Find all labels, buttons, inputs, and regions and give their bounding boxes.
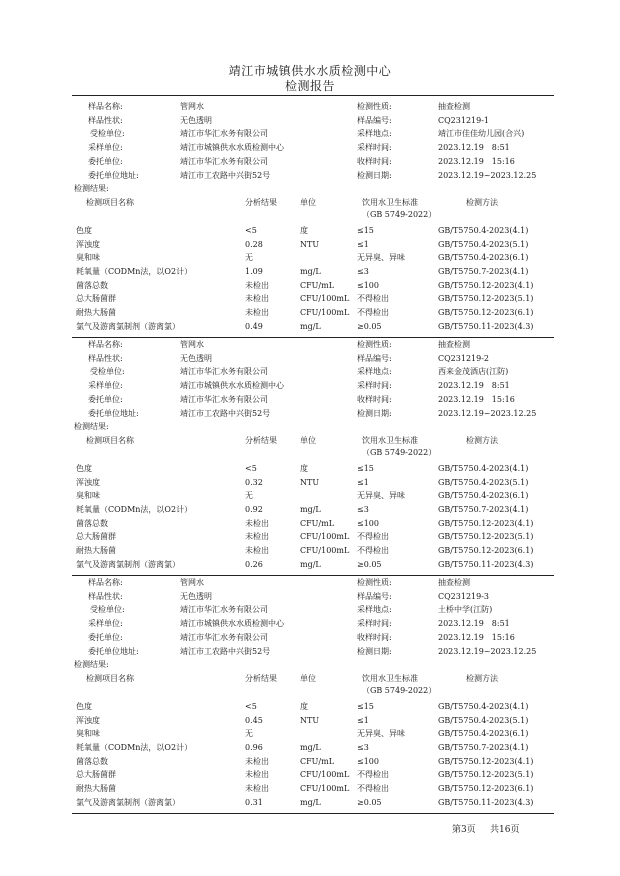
result-unit: CFU/100mL: [300, 784, 350, 794]
col-result-header: 分析结果: [245, 673, 277, 683]
sample-block: [0, 577, 620, 809]
client-unit-label: 受检单位:: [90, 605, 125, 615]
result-standard: ≥0.05: [357, 559, 382, 569]
col-standard-subheader: （GB 5749-2022）: [362, 209, 437, 219]
result-method: GB/T5750.4-2023(4.1): [438, 701, 529, 711]
receive-time-label: 收样时间:: [357, 632, 392, 642]
results-label: 检测结果:: [74, 184, 109, 194]
entrust-unit-value: 靖江市华汇水务有限公司: [180, 394, 268, 404]
receive-time-value: 2023.12.19 15:16: [438, 156, 515, 166]
result-value: <5: [245, 463, 257, 473]
result-value: <5: [245, 225, 257, 235]
sample-trait-value: 无色透明: [180, 115, 212, 125]
entrust-address-value: 靖江市工农路中兴街52号: [180, 408, 271, 418]
result-unit: mg/L: [300, 505, 321, 514]
result-standard: ≤100: [357, 756, 379, 766]
result-value: 1.09: [245, 267, 263, 276]
result-standard: ≤3: [357, 267, 369, 276]
result-standard: 不得检出: [357, 308, 389, 318]
meta-row: [0, 115, 620, 127]
receive-time-value: 2023.12.19 15:16: [438, 632, 515, 642]
result-unit: mg/L: [300, 267, 321, 276]
result-row: [0, 783, 620, 795]
result-method: GB/T5750.11-2023(4.3): [438, 559, 534, 569]
sampling-time-label: 采样时间:: [357, 381, 392, 391]
test-nature-label: 检测性质:: [357, 578, 392, 587]
sample-trait-value: 无色透明: [180, 591, 212, 601]
result-unit: NTU: [300, 715, 320, 725]
result-unit: CFU/100mL: [300, 308, 350, 318]
result-item: 色度: [76, 463, 92, 473]
result-item: 菌落总数: [76, 280, 108, 290]
result-value: 未检出: [245, 784, 269, 794]
meta-row: [0, 353, 620, 365]
client-unit-value: 靖江市华汇水务有限公司: [180, 605, 268, 615]
sampling-time-value: 2023.12.19 8:51: [438, 381, 510, 391]
result-value: 0.45: [245, 715, 263, 725]
result-standard: ≤1: [357, 239, 369, 249]
result-unit: mg/L: [300, 559, 321, 569]
meta-row: [0, 339, 620, 351]
result-method: GB/T5750.12-2023(5.1): [438, 770, 534, 780]
sampling-unit-label: 采样单位:: [88, 619, 123, 629]
meta-row: [0, 591, 620, 603]
result-standard: 不得检出: [357, 770, 389, 780]
result-unit: CFU/mL: [300, 518, 335, 528]
test-nature-value: 抽查检测: [438, 340, 470, 349]
result-item: 氯气及游离氯制剂（游离氯）: [76, 797, 180, 807]
test-date-label: 检测日期:: [357, 170, 392, 180]
sample-number-value: CQ231219-1: [438, 115, 490, 125]
result-method: GB/T5750.4-2023(4.1): [438, 225, 529, 235]
result-row: [0, 545, 620, 557]
col-unit-header: 单位: [300, 673, 316, 683]
result-row: [0, 728, 620, 740]
result-row: [0, 225, 620, 237]
result-row: [0, 321, 620, 333]
col-result-header: 分析结果: [245, 435, 277, 445]
result-method: GB/T5750.12-2023(6.1): [438, 784, 534, 794]
sample-block: [0, 101, 620, 333]
result-method: GB/T5750.12-2023(4.1): [438, 280, 534, 290]
result-standard: ≤100: [357, 280, 379, 290]
sampling-site-value: 靖江市佳佳幼儿园(合兴): [438, 129, 525, 139]
result-standard: ≤15: [357, 701, 374, 711]
sampling-unit-value: 靖江市城镇供水水质检测中心: [180, 619, 284, 629]
result-unit: 度: [300, 463, 308, 473]
sampling-time-value: 2023.12.19 8:51: [438, 619, 510, 629]
result-standard: ≤3: [357, 743, 369, 752]
result-value: 未检出: [245, 308, 269, 318]
result-item: 总大肠菌群: [76, 294, 116, 304]
result-row: [0, 280, 620, 292]
result-item: 臭和味: [76, 491, 100, 501]
result-item: 耗氧量（CODMn法，以O2计）: [76, 267, 193, 276]
result-standard: ≤3: [357, 505, 369, 514]
sample-trait-label: 样品性状:: [88, 353, 123, 363]
result-value: 未检出: [245, 770, 269, 780]
block-separator: [72, 813, 554, 814]
result-row: [0, 518, 620, 530]
result-unit: mg/L: [300, 321, 321, 331]
sampling-site-label: 采样地点:: [357, 367, 392, 377]
meta-row: [0, 632, 620, 644]
meta-row: [0, 380, 620, 392]
test-date-value: 2023.12.19~2023.12.25: [438, 646, 537, 656]
result-item: 色度: [76, 225, 92, 235]
entrust-unit-label: 委托单位:: [88, 632, 123, 642]
entrust-unit-label: 委托单位:: [88, 394, 123, 404]
result-unit: 度: [300, 225, 308, 235]
meta-row: [0, 408, 620, 420]
result-unit: CFU/100mL: [300, 770, 350, 780]
result-row: [0, 477, 620, 489]
client-unit-label: 受检单位:: [90, 129, 125, 139]
sampling-time-label: 采样时间:: [357, 143, 392, 153]
entrust-unit-value: 靖江市华汇水务有限公司: [180, 632, 268, 642]
result-value: 0.49: [245, 321, 263, 331]
result-standard: ≤15: [357, 225, 374, 235]
sampling-site-label: 采样地点:: [357, 129, 392, 139]
sampling-time-value: 2023.12.19 8:51: [438, 143, 510, 153]
result-value: 0.26: [245, 559, 263, 569]
result-unit: CFU/100mL: [300, 546, 350, 556]
receive-time-value: 2023.12.19 15:16: [438, 394, 515, 404]
client-unit-value: 靖江市华汇水务有限公司: [180, 129, 268, 139]
result-item: 菌落总数: [76, 518, 108, 528]
meta-row: [0, 618, 620, 630]
result-row: [0, 252, 620, 264]
meta-row: [0, 156, 620, 168]
col-unit-header: 单位: [300, 197, 316, 207]
test-date-value: 2023.12.19~2023.12.25: [438, 408, 537, 418]
result-row: [0, 490, 620, 502]
result-item: 耐热大肠菌: [76, 546, 116, 556]
result-standard: 无异臭、异味: [357, 491, 405, 501]
result-value: 0.32: [245, 477, 263, 487]
result-standard: 不得检出: [357, 532, 389, 542]
result-value: 0.92: [245, 505, 263, 514]
page-total: 共16页: [490, 825, 520, 835]
sample-number-value: CQ231219-2: [438, 353, 490, 363]
col-result-header: 分析结果: [245, 197, 277, 207]
col-standard-subheader: （GB 5749-2022）: [362, 447, 437, 457]
sample-trait-label: 样品性状:: [88, 115, 123, 125]
test-nature-label: 检测性质:: [357, 102, 392, 111]
result-item: 氯气及游离氯制剂（游离氯）: [76, 321, 180, 331]
result-item: 耐热大肠菌: [76, 784, 116, 794]
result-row: [0, 756, 620, 768]
sampling-time-label: 采样时间:: [357, 619, 392, 629]
result-row: [0, 559, 620, 571]
result-method: GB/T5750.4-2023(6.1): [438, 729, 529, 739]
result-method: GB/T5750.12-2023(6.1): [438, 546, 534, 556]
test-nature-value: 抽查检测: [438, 578, 470, 587]
sample-trait-value: 无色透明: [180, 353, 212, 363]
result-item: 总大肠菌群: [76, 532, 116, 542]
sampling-unit-label: 采样单位:: [88, 381, 123, 391]
col-method-header: 检测方法: [466, 435, 498, 445]
col-standard-header: 饮用水卫生标准: [362, 197, 418, 207]
result-value: 未检出: [245, 280, 269, 290]
result-method: GB/T5750.12-2023(4.1): [438, 518, 534, 528]
sample-number-label: 样品编号:: [357, 591, 392, 601]
result-item: 浑浊度: [76, 477, 100, 487]
entrust-unit-value: 靖江市华汇水务有限公司: [180, 156, 268, 166]
result-method: GB/T5750.12-2023(5.1): [438, 294, 534, 304]
result-row: [0, 715, 620, 727]
result-method: GB/T5750.12-2023(4.1): [438, 756, 534, 766]
col-item-header: 检测项目名称: [86, 435, 134, 445]
result-method: GB/T5750.11-2023(4.3): [438, 321, 534, 331]
result-value: 0.96: [245, 743, 263, 752]
sampling-site-value: 土桥中学(江防): [438, 605, 493, 615]
result-standard: ≤100: [357, 518, 379, 528]
result-method: GB/T5750.12-2023(5.1): [438, 532, 534, 542]
meta-row: [0, 577, 620, 589]
result-item: 臭和味: [76, 253, 100, 263]
result-row: [0, 797, 620, 809]
result-row: [0, 307, 620, 319]
meta-row: [0, 142, 620, 154]
client-unit-label: 受检单位:: [90, 367, 125, 377]
results-label: 检测结果:: [74, 422, 109, 432]
result-item: 臭和味: [76, 729, 100, 739]
result-value: 未检出: [245, 518, 269, 528]
sampling-unit-label: 采样单位:: [88, 143, 123, 153]
result-item: 色度: [76, 701, 92, 711]
sample-name-value: 管网水: [180, 578, 204, 587]
result-row: [0, 769, 620, 781]
result-method: GB/T5750.11-2023(4.3): [438, 797, 534, 807]
sample-name-value: 管网水: [180, 340, 204, 349]
sampling-site-label: 采样地点:: [357, 605, 392, 615]
results-label: 检测结果:: [74, 660, 109, 670]
result-method: GB/T5750.12-2023(6.1): [438, 308, 534, 318]
result-item: 浑浊度: [76, 715, 100, 725]
sample-block: [0, 339, 620, 571]
report-subtitle: 检测报告: [284, 79, 335, 93]
result-row: [0, 266, 620, 278]
meta-row: [0, 366, 620, 378]
result-unit: mg/L: [300, 743, 321, 752]
sampling-unit-value: 靖江市城镇供水水质检测中心: [180, 143, 284, 153]
col-item-header: 检测项目名称: [86, 673, 134, 683]
result-unit: CFU/mL: [300, 280, 335, 290]
result-value: 未检出: [245, 756, 269, 766]
result-value: 未检出: [245, 294, 269, 304]
sample-name-label: 样品名称:: [88, 102, 123, 111]
result-item: 氯气及游离氯制剂（游离氯）: [76, 559, 180, 569]
result-standard: ≤1: [357, 477, 369, 487]
sample-name-value: 管网水: [180, 102, 204, 111]
test-nature-value: 抽查检测: [438, 102, 470, 111]
result-value: 未检出: [245, 532, 269, 542]
result-standard: ≤1: [357, 715, 369, 725]
meta-row: [0, 646, 620, 658]
sample-number-label: 样品编号:: [357, 353, 392, 363]
sampling-unit-value: 靖江市城镇供水水质检测中心: [180, 381, 284, 391]
col-standard-subheader: （GB 5749-2022）: [362, 685, 437, 695]
test-nature-label: 检测性质:: [357, 340, 392, 349]
entrust-address-value: 靖江市工农路中兴街52号: [180, 646, 271, 656]
result-unit: NTU: [300, 239, 320, 249]
result-value: 未检出: [245, 546, 269, 556]
result-method: GB/T5750.4-2023(6.1): [438, 491, 529, 501]
sample-number-value: CQ231219-3: [438, 591, 490, 601]
result-method: GB/T5750.4-2023(5.1): [438, 477, 529, 487]
sample-name-label: 样品名称:: [88, 340, 123, 349]
receive-time-label: 收样时间:: [357, 394, 392, 404]
result-item: 耐热大肠菌: [76, 308, 116, 318]
result-standard: ≥0.05: [357, 321, 382, 331]
sample-trait-label: 样品性状:: [88, 591, 123, 601]
block-separator: [72, 575, 554, 576]
result-standard: 无异臭、异味: [357, 253, 405, 263]
entrust-address-value: 靖江市工农路中兴街52号: [180, 170, 271, 180]
result-row: [0, 742, 620, 754]
receive-time-label: 收样时间:: [357, 156, 392, 166]
meta-row: [0, 604, 620, 616]
entrust-address-label: 委托单位地址:: [88, 408, 139, 418]
page-number: 第3页: [452, 825, 476, 835]
result-unit: CFU/100mL: [300, 294, 350, 304]
result-value: 无: [245, 729, 253, 739]
result-method: GB/T5750.4-2023(5.1): [438, 239, 529, 249]
meta-row: [0, 170, 620, 182]
result-unit: mg/L: [300, 797, 321, 807]
result-item: 耗氧量（CODMn法，以O2计）: [76, 505, 193, 514]
col-method-header: 检测方法: [466, 673, 498, 683]
result-standard: ≤15: [357, 463, 374, 473]
test-date-label: 检测日期:: [357, 408, 392, 418]
result-value: 无: [245, 491, 253, 501]
col-standard-header: 饮用水卫生标准: [362, 673, 418, 683]
result-value: 0.31: [245, 797, 263, 807]
header-rule: [72, 95, 554, 96]
meta-row: [0, 101, 620, 113]
result-method: GB/T5750.7-2023(4.1): [438, 505, 529, 514]
col-unit-header: 单位: [300, 435, 316, 445]
result-method: GB/T5750.7-2023(4.1): [438, 743, 529, 752]
test-date-label: 检测日期:: [357, 646, 392, 656]
result-row: [0, 504, 620, 516]
result-row: [0, 701, 620, 713]
result-item: 总大肠菌群: [76, 770, 116, 780]
result-method: GB/T5750.4-2023(6.1): [438, 253, 529, 263]
meta-row: [0, 394, 620, 406]
result-row: [0, 293, 620, 305]
col-item-header: 检测项目名称: [86, 197, 134, 207]
result-standard: ≥0.05: [357, 797, 382, 807]
col-method-header: 检测方法: [466, 197, 498, 207]
sampling-site-value: 西来金茂酒店(江防): [438, 367, 509, 377]
result-item: 耗氧量（CODMn法，以O2计）: [76, 743, 193, 752]
result-unit: NTU: [300, 477, 320, 487]
result-unit: 度: [300, 701, 308, 711]
result-method: GB/T5750.7-2023(4.1): [438, 267, 529, 276]
result-standard: 不得检出: [357, 546, 389, 556]
result-unit: CFU/mL: [300, 756, 335, 766]
entrust-address-label: 委托单位地址:: [88, 170, 139, 180]
block-separator: [72, 337, 554, 338]
result-value: 0.28: [245, 239, 263, 249]
result-unit: CFU/100mL: [300, 532, 350, 542]
result-row: [0, 239, 620, 251]
result-row: [0, 463, 620, 475]
result-standard: 不得检出: [357, 784, 389, 794]
report-title: 靖江市城镇供水水质检测中心: [228, 64, 392, 78]
entrust-address-label: 委托单位地址:: [88, 646, 139, 656]
result-standard: 不得检出: [357, 294, 389, 304]
result-standard: 无异臭、异味: [357, 729, 405, 739]
test-date-value: 2023.12.19~2023.12.25: [438, 170, 537, 180]
client-unit-value: 靖江市华汇水务有限公司: [180, 367, 268, 377]
result-item: 浑浊度: [76, 239, 100, 249]
result-value: <5: [245, 701, 257, 711]
entrust-unit-label: 委托单位:: [88, 156, 123, 166]
col-standard-header: 饮用水卫生标准: [362, 435, 418, 445]
sample-number-label: 样品编号:: [357, 115, 392, 125]
result-row: [0, 531, 620, 543]
meta-row: [0, 128, 620, 140]
result-method: GB/T5750.4-2023(4.1): [438, 463, 529, 473]
result-value: 无: [245, 253, 253, 263]
sample-name-label: 样品名称:: [88, 578, 123, 587]
result-method: GB/T5750.4-2023(5.1): [438, 715, 529, 725]
result-item: 菌落总数: [76, 756, 108, 766]
